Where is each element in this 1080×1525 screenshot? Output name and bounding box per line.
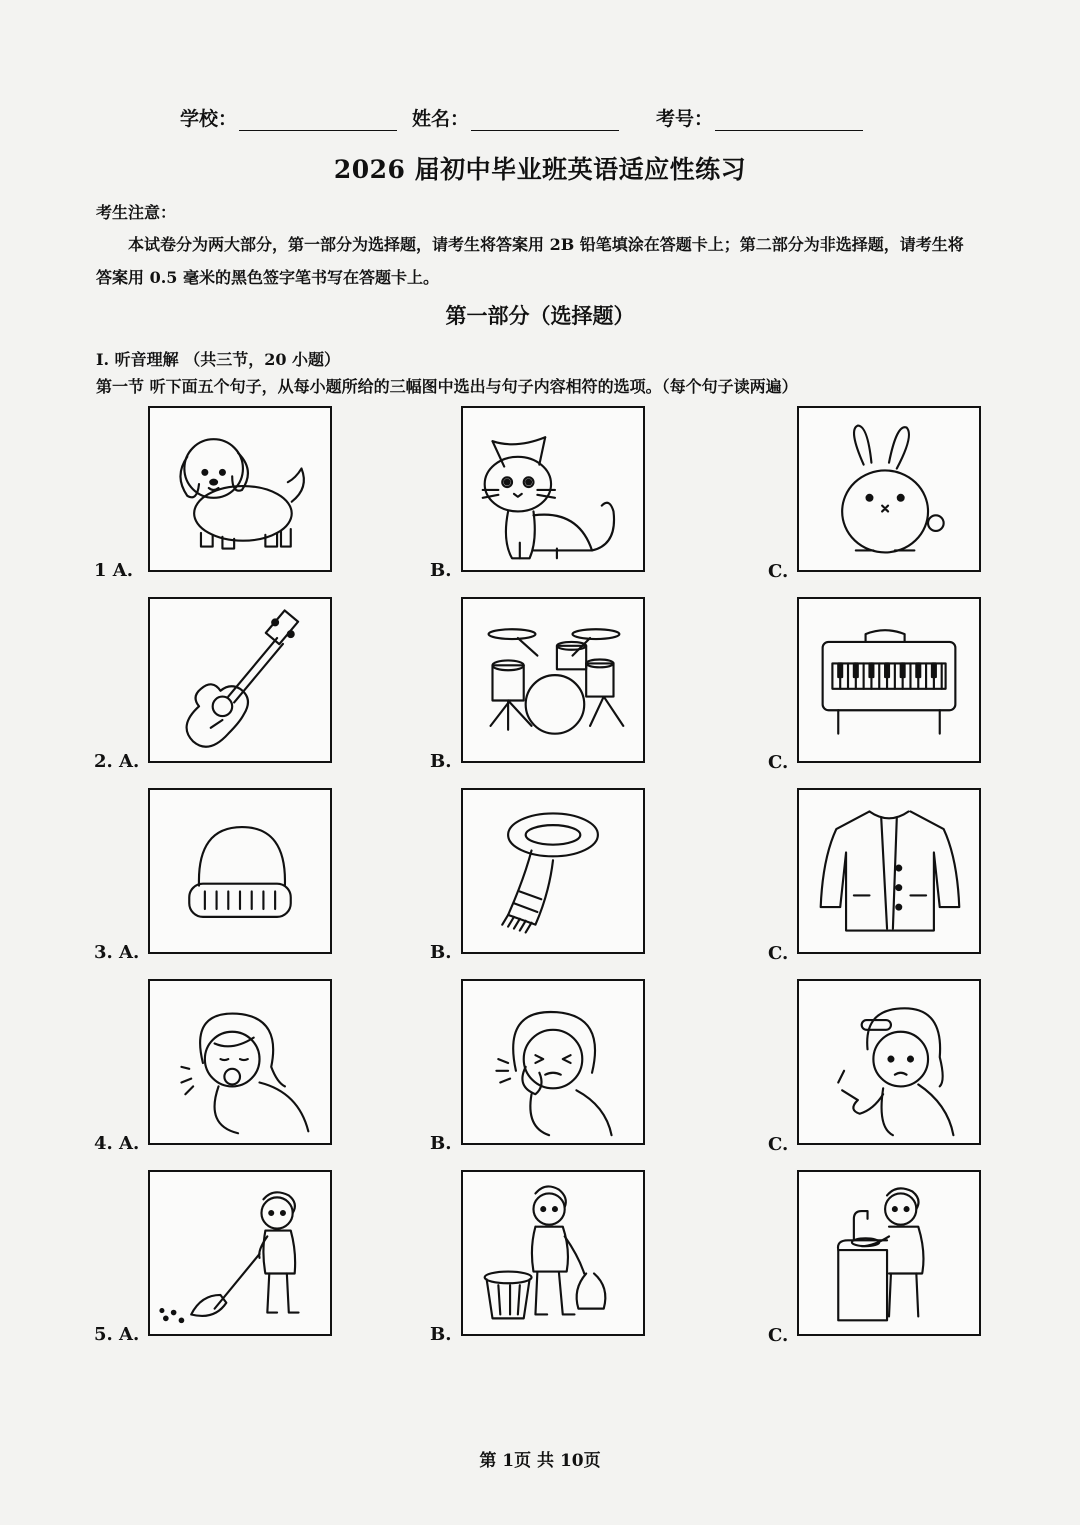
cat-icon[interactable] [461, 406, 645, 572]
question-label: 2. A. [94, 751, 140, 772]
boy-sweeping-icon[interactable] [148, 1170, 332, 1336]
exam-number-field [656, 104, 863, 131]
part-one-title: 第一部分（选择题） [445, 303, 635, 328]
rabbit-icon[interactable] [797, 406, 981, 572]
section-title: I. 听音理解 （共三节，20 小题） [96, 350, 341, 369]
question-row-4 [0, 979, 1080, 1155]
boy-taking-out-trash-icon[interactable] [461, 1170, 645, 1336]
exam-number-blank[interactable] [715, 110, 863, 131]
name-label: 姓名： [412, 108, 470, 130]
page-title: 2026 届初中毕业班英语适应性练习 [333, 155, 747, 184]
option-b-label: B. [430, 560, 452, 581]
guitar-icon[interactable] [148, 597, 332, 763]
option-c-label: C. [768, 1325, 789, 1346]
question-row-3 [0, 788, 1080, 964]
school-blank[interactable] [239, 110, 397, 131]
drum-kit-icon[interactable] [461, 597, 645, 763]
knit-hat-icon[interactable] [148, 788, 332, 954]
school-label: 学校： [180, 108, 238, 130]
option-c-label: C. [768, 1134, 789, 1155]
boy-washing-dishes-icon[interactable] [797, 1170, 981, 1336]
exam-number-label: 考号： [656, 108, 714, 130]
option-b-label: B. [430, 751, 452, 772]
question-row-2 [0, 597, 1080, 773]
school-field [180, 104, 397, 131]
page-footer: 第 1页 共 10页 [479, 1451, 601, 1471]
name-field [412, 104, 619, 131]
cardigan-icon[interactable] [797, 788, 981, 954]
notice-title: 考生注意： [96, 203, 177, 222]
question-label: 5. A. [94, 1324, 140, 1345]
option-c-label: C. [768, 943, 789, 964]
question-label: 1 A. [94, 560, 134, 581]
option-b-label: B. [430, 1133, 452, 1154]
piano-icon[interactable] [797, 597, 981, 763]
question-row-1 [0, 406, 1080, 582]
option-b-label: B. [430, 1324, 452, 1345]
coughing-girl-icon[interactable] [148, 979, 332, 1145]
dog-icon[interactable] [148, 406, 332, 572]
name-blank[interactable] [471, 110, 619, 131]
question-label: 4. A. [94, 1133, 140, 1154]
question-row-5 [0, 1170, 1080, 1346]
section-instruction: 第一节 听下面五个句子，从每小题所给的三幅图中选出与句子内容相符的选项。（每个句子读两遍） [96, 377, 798, 396]
scarf-icon[interactable] [461, 788, 645, 954]
option-c-label: C. [768, 752, 789, 773]
option-b-label: B. [430, 942, 452, 963]
question-label: 3. A. [94, 942, 140, 963]
toothache-girl-icon[interactable] [461, 979, 645, 1145]
injured-finger-girl-icon[interactable] [797, 979, 981, 1145]
student-info-header [0, 104, 1080, 138]
option-c-label: C. [768, 561, 789, 582]
notice-body: 本试卷分为两大部分，第一部分为选择题，请考生将答案用 2B 铅笔填涂在答题卡上；第二部分为非选择题，请考生将答案用 0.5 毫米的黑色签字笔书写在答题卡上。 [96, 235, 964, 287]
